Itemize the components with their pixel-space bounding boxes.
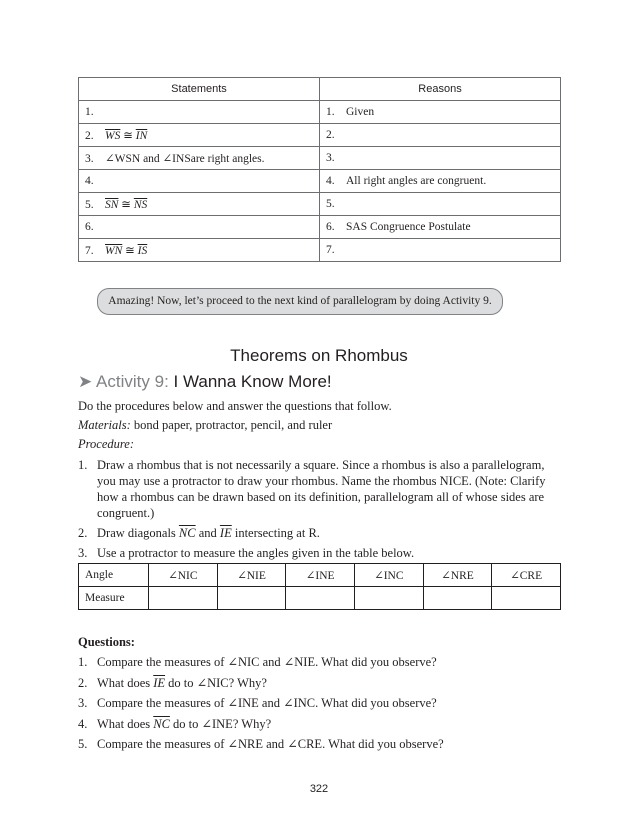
statement-cell: 1. bbox=[79, 101, 320, 124]
measure-cell bbox=[286, 587, 355, 610]
reasons-header: Reasons bbox=[320, 78, 561, 101]
statement-cell: 6. bbox=[79, 216, 320, 239]
reason-cell: 6. SAS Congruence Postulate bbox=[320, 216, 561, 239]
angle-measure-table bbox=[78, 563, 561, 610]
reason-cell: 7. bbox=[320, 239, 561, 262]
callout-box: Amazing! Now, let’s proceed to the next kind of parallelogram by doing Activity 9. bbox=[97, 288, 503, 315]
activity-name: I Wanna Know More! bbox=[173, 372, 332, 391]
statements-header: Statements bbox=[79, 78, 320, 101]
activity-heading bbox=[78, 372, 332, 392]
table-row bbox=[79, 564, 561, 587]
list-item: 1. Compare the measures of ∠NIC and ∠NIE. What did you observe? bbox=[78, 655, 437, 669]
angle-header-cell: ∠NIC bbox=[149, 564, 218, 587]
table-row bbox=[79, 216, 561, 239]
page-number: 322 bbox=[309, 783, 329, 795]
statement-cell: 7. $\overline{WN}$ ≅ $\overline{IS}$ bbox=[79, 239, 320, 262]
questions-list bbox=[78, 654, 561, 757]
reason-cell: 4. All right angles are congruent. bbox=[320, 170, 561, 193]
list-item: 1. Draw a rhombus that is not necessarily a square. Since a rhombus is also a parallelogram, you may use a protractor to draw your rhombus. Name the rhombus NICE. (Note: Clarify how a rhombus can be drawn based on its definition, parallelogram all of whose sides are congruent.) bbox=[78, 458, 546, 520]
statement-cell: 5. $\overline{SN}$ ≅ $\overline{NS}$ bbox=[79, 193, 320, 216]
table-row bbox=[79, 239, 561, 262]
table-row bbox=[79, 147, 561, 170]
measure-row-label: Measure bbox=[79, 587, 149, 610]
statement-cell: 2. $\overline{WS}$ ≅ $\overline{IN}$ bbox=[79, 124, 320, 147]
measure-cell bbox=[149, 587, 218, 610]
materials-text: bond paper, protractor, pencil, and ruler bbox=[130, 418, 333, 432]
list-item: 4. What does $\overline{NC}$ do to ∠INE? Why? bbox=[78, 716, 272, 731]
reason-cell: 2. bbox=[320, 124, 561, 147]
reason-cell: 5. bbox=[320, 193, 561, 216]
table-row bbox=[79, 101, 561, 124]
angle-header-cell: ∠INE bbox=[286, 564, 355, 587]
statement-cell: 4. bbox=[79, 170, 320, 193]
procedure-list bbox=[78, 457, 561, 561]
statement-cell: 3. ∠WSN and ∠INSare right angles. bbox=[79, 147, 320, 170]
angle-header-cell: ∠INC bbox=[354, 564, 423, 587]
procedure-label: Procedure: bbox=[78, 437, 134, 451]
materials-label: Materials: bbox=[78, 418, 131, 432]
angle-row-label: Angle bbox=[79, 564, 149, 587]
table-row bbox=[79, 170, 561, 193]
activity-label: Activity 9: bbox=[96, 372, 169, 391]
angle-header-cell: ∠NRE bbox=[423, 564, 492, 587]
two-column-proof-table bbox=[78, 77, 561, 262]
list-item: 2. Draw diagonals $\overline{NC}$ and $\overline{IE}$ intersecting at R. bbox=[78, 526, 320, 540]
intro-text: Do the procedures below and answer the questions that follow. bbox=[78, 399, 392, 413]
measure-cell bbox=[217, 587, 286, 610]
angle-header-cell: ∠CRE bbox=[492, 564, 561, 587]
measure-cell bbox=[354, 587, 423, 610]
table-row bbox=[79, 587, 561, 610]
angle-header-cell: ∠NIE bbox=[217, 564, 286, 587]
measure-cell bbox=[492, 587, 561, 610]
measure-cell bbox=[423, 587, 492, 610]
questions-label: Questions: bbox=[78, 635, 135, 649]
list-item: 2. What does $\overline{IE}$ do to ∠NIC? Why? bbox=[78, 675, 267, 690]
list-item: 5. Compare the measures of ∠NRE and ∠CRE. What did you observe? bbox=[78, 737, 444, 751]
reason-cell: 1. Given bbox=[320, 101, 561, 124]
table-row bbox=[79, 124, 561, 147]
table-row bbox=[79, 193, 561, 216]
list-item: 3. Compare the measures of ∠INE and ∠INC. What did you observe? bbox=[78, 696, 437, 710]
reason-cell: 3. bbox=[320, 147, 561, 170]
section-title: Theorems on Rhombus bbox=[230, 346, 408, 365]
materials-line bbox=[78, 417, 332, 433]
arrow-icon: ➤ bbox=[78, 372, 93, 391]
list-item: 3. Use a protractor to measure the angles given in the table below. bbox=[78, 546, 415, 560]
